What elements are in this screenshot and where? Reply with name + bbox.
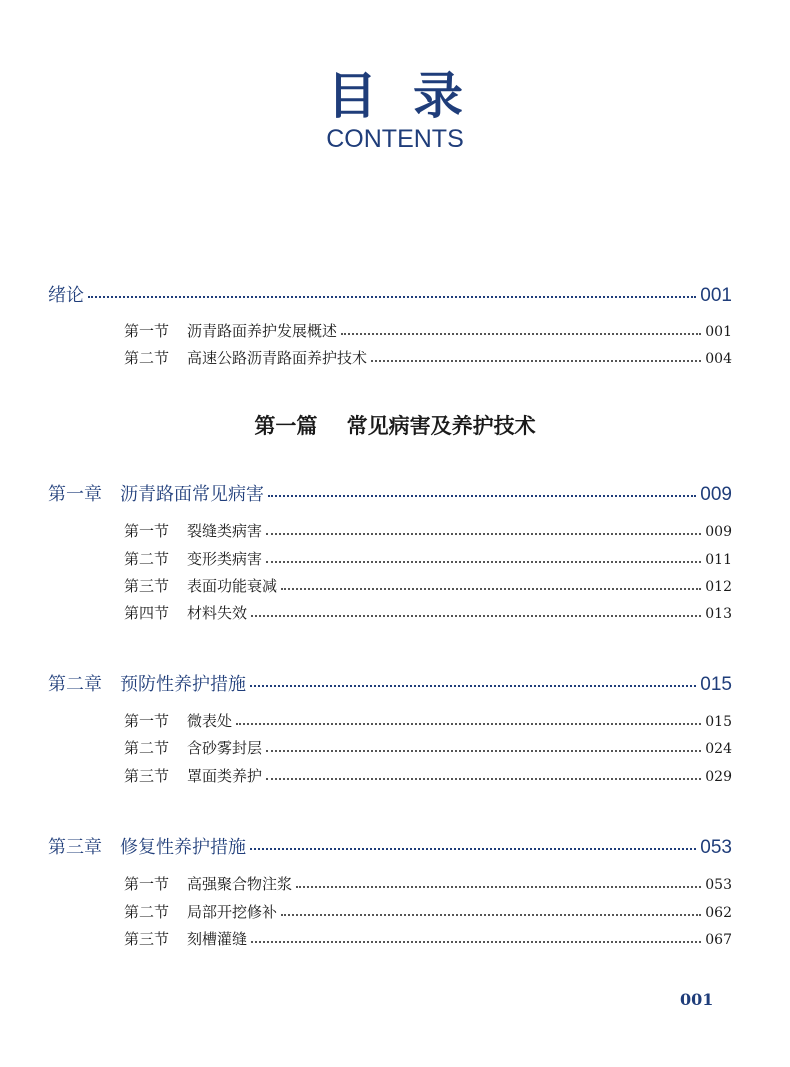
section-page: 012: [705, 579, 732, 595]
section-label: 第三节: [124, 930, 170, 948]
toc-section[interactable]: [124, 873, 732, 894]
section-label: 第四节: [124, 604, 170, 622]
section-title: 刻槽灌缝: [187, 930, 248, 948]
toc-section[interactable]: [124, 602, 732, 623]
toc-section[interactable]: [124, 901, 732, 922]
part-title: 常见病害及养护技术: [346, 413, 536, 438]
part-heading: [0, 410, 790, 440]
dot-leader: [281, 914, 701, 916]
part-label: 第一篇: [254, 413, 318, 438]
section-label: 第三节: [124, 767, 170, 785]
toc-section[interactable]: [124, 765, 732, 786]
chapter-page: 053: [700, 837, 732, 858]
section-title: 微表处: [187, 712, 233, 730]
dot-leader: [296, 886, 701, 888]
section-label: 第三节: [124, 577, 170, 595]
dot-leader: [281, 588, 701, 590]
section-page: 004: [705, 351, 732, 367]
dot-leader: [88, 296, 696, 298]
section-title: 含砂雾封层: [187, 739, 263, 757]
toc-section[interactable]: [124, 710, 732, 731]
dot-leader: [266, 778, 701, 780]
chapter-label: 第二章: [48, 674, 102, 694]
dot-leader: [266, 750, 701, 752]
section-label: 第一节: [124, 712, 170, 730]
toc-chapter[interactable]: [48, 670, 732, 696]
toc-section[interactable]: [124, 737, 732, 758]
toc-section[interactable]: [124, 320, 732, 341]
section-page: 015: [705, 714, 732, 730]
dot-leader: [266, 561, 701, 563]
section-title: 高强聚合物注浆: [187, 875, 293, 893]
chapter-title: 修复性养护措施: [120, 837, 246, 857]
toc-section[interactable]: [124, 928, 732, 949]
chapter-page: 015: [700, 674, 732, 695]
dot-leader: [250, 848, 696, 850]
toc-section[interactable]: [124, 575, 732, 596]
dot-leader: [251, 941, 701, 943]
intro-title: 绪论: [48, 285, 84, 305]
section-title: 裂缝类病害: [187, 522, 263, 540]
dot-leader: [236, 723, 701, 725]
section-page: 062: [705, 905, 732, 921]
section-label: 第二节: [124, 903, 170, 921]
section-title: 局部开挖修补: [187, 903, 278, 921]
section-label: 第二节: [124, 550, 170, 568]
chapter-label: 第一章: [48, 484, 102, 504]
section-title: 材料失效: [187, 604, 248, 622]
section-page: 024: [705, 741, 732, 757]
page-number: 001: [680, 990, 714, 1009]
section-label: 第二节: [124, 349, 170, 367]
section-label: 第一节: [124, 322, 170, 340]
section-page: 053: [705, 877, 732, 893]
section-page: 001: [705, 324, 732, 340]
chapter-title: 沥青路面常见病害: [120, 484, 264, 504]
toc-chapter[interactable]: [48, 833, 732, 859]
section-page: 009: [705, 524, 732, 540]
section-title: 沥青路面养护发展概述: [187, 322, 338, 340]
page-subtitle: CONTENTS: [326, 125, 464, 153]
section-page: 011: [705, 552, 732, 568]
section-title: 表面功能衰减: [187, 577, 278, 595]
intro-page: 001: [700, 285, 732, 306]
section-label: 第一节: [124, 522, 170, 540]
dot-leader: [250, 685, 696, 687]
toc-section[interactable]: [124, 347, 732, 368]
section-title: 高速公路沥青路面养护技术: [187, 349, 368, 367]
dot-leader: [371, 360, 701, 362]
chapter-label: 第三章: [48, 837, 102, 857]
toc-section[interactable]: [124, 548, 732, 569]
dot-leader: [251, 615, 701, 617]
section-label: 第一节: [124, 875, 170, 893]
page-title: 目录: [327, 66, 499, 125]
dot-leader: [341, 333, 701, 335]
toc-chapter[interactable]: [48, 480, 732, 506]
toc-section[interactable]: [124, 520, 732, 541]
section-label: 第二节: [124, 739, 170, 757]
chapter-page: 009: [700, 484, 732, 505]
dot-leader: [266, 533, 701, 535]
chapter-title: 预防性养护措施: [120, 674, 246, 694]
dot-leader: [268, 495, 696, 497]
section-page: 013: [705, 606, 732, 622]
section-page: 029: [705, 769, 732, 785]
section-title: 罩面类养护: [187, 767, 263, 785]
section-page: 067: [705, 932, 732, 948]
toc-intro[interactable]: [48, 281, 732, 307]
section-title: 变形类病害: [187, 550, 263, 568]
